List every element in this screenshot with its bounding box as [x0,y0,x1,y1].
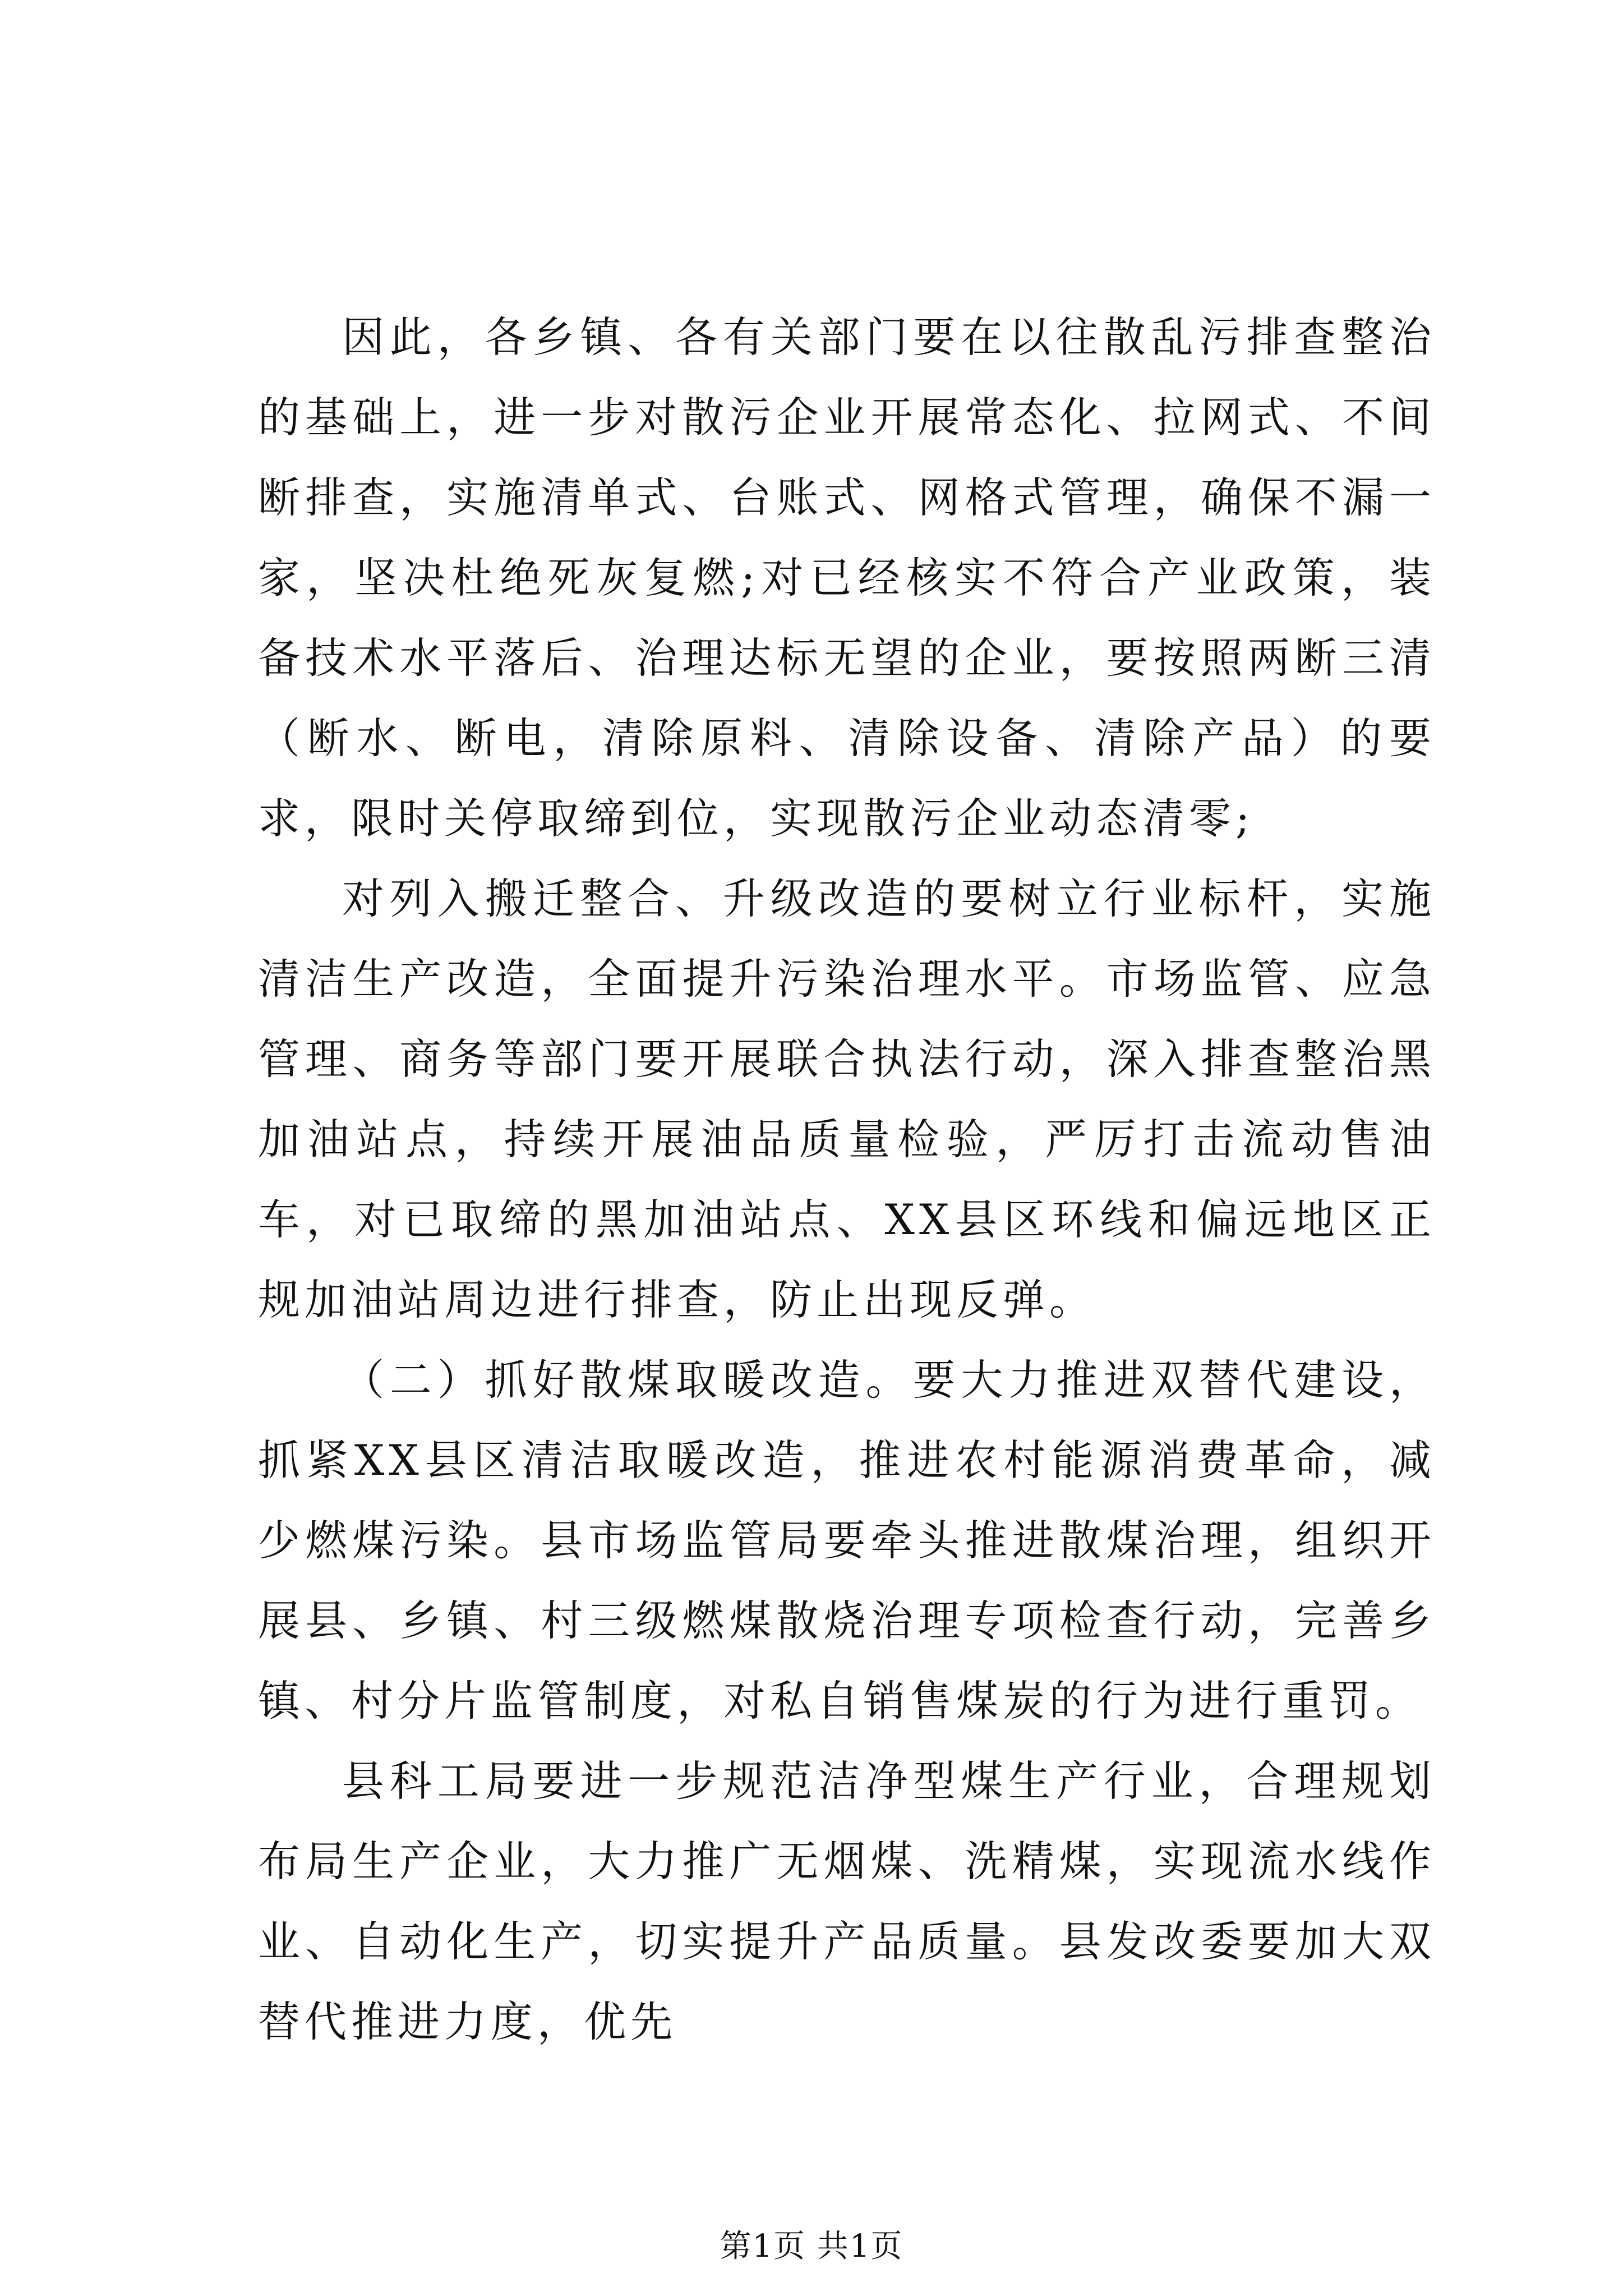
paragraph-2: 对列入搬迁整合、升级改造的要树立行业标杆，实施清洁生产改造，全面提升污染治理水平。市场监管、应急管理、商务等部门要开展联合执法行动，深入排查整治黑加油站点，持续开展油品质量检验，严厉打击流动售油车，对已取缔的黑加油站点、XX县区环线和偏远地区正规加油站周边进行排查，防止出现反弹。 [258,874,1436,1324]
paragraph-3: （二）抓好散煤取暖改造。要大力推进双替代建设，抓紧XX县区清洁取暖改造，推进农村能源消费革命，减少燃煤污染。县市场监管局要牵头推进散煤治理，组织开展县、乡镇、村三级燃煤散烧治理专项检查行动，完善乡镇、村分片监管制度，对私自销售煤炭的行为进行重罚。 [258,1355,1436,1726]
paragraph-1: 因此，各乡镇、各有关部门要在以往散乱污排查整治的基础上，进一步对散污企业开展常态化、拉网式、不间断排查，实施清单式、台账式、网格式管理，确保不漏一家，坚决杜绝死灰复燃;对已经核实不符合产业政策，装备技术水平落后、治理达标无望的企业，要按照两断三清（断水、断电，清除原料、清除设备、清除产品）的要求，限时关停取缔到位，实现散污企业动态清零; [258,312,1436,843]
document-body [258,297,1436,2062]
paragraph-4: 县科工局要进一步规范洁净型煤生产行业，合理规划布局生产企业，大力推广无烟煤、洗精煤，实现流水线作业、自动化生产，切实提升产品质量。县发改委要加大双替代推进力度，优先 [258,1756,1436,2046]
page-number-footer: 第1页 共1页 [720,2228,903,2265]
